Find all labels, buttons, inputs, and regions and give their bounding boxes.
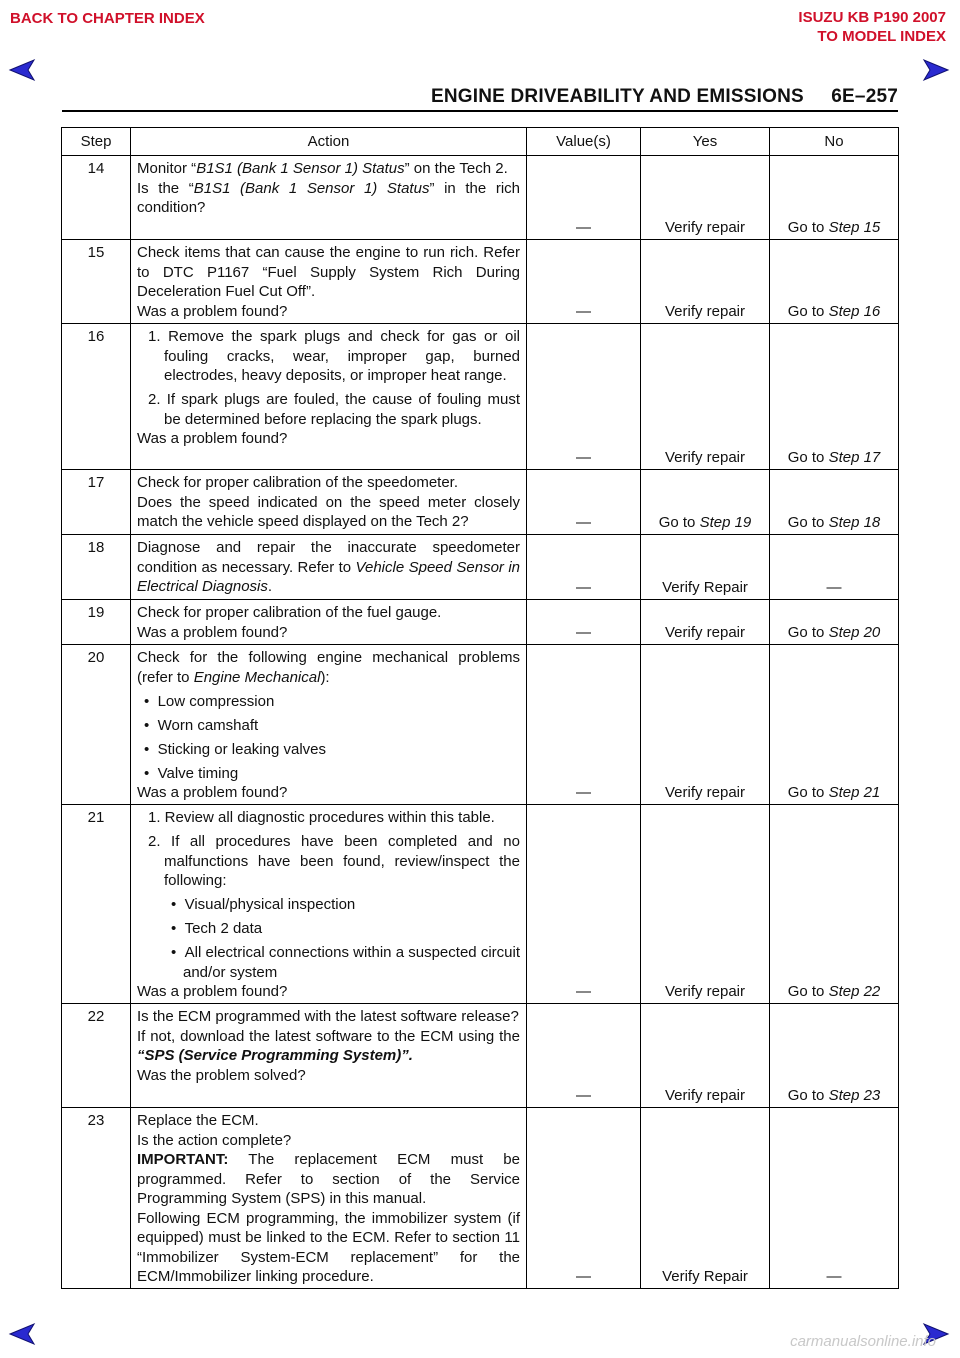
bullet-text: Low compression — [157, 692, 275, 710]
step-number: 20 — [62, 645, 131, 805]
step-link: Step 20 — [828, 623, 881, 641]
step-number: 14 — [62, 156, 131, 240]
column-header-step: Step — [62, 128, 131, 156]
numbered-item: 1. Review all diagnostic procedures within this table. — [148, 809, 495, 826]
go-to-text: Go to — [787, 513, 829, 531]
step-link: Step 21 — [828, 783, 881, 801]
value-cell: — — [527, 805, 641, 1004]
no-cell — [770, 156, 899, 240]
bullet-item: • Visual/physical inspection — [171, 896, 356, 913]
no-cell — [770, 645, 899, 805]
yes-cell: Verify repair — [641, 600, 770, 645]
action-text: If not, download the latest software to the ECM using the — [137, 1027, 520, 1045]
numbered-item: 2. If spark plugs are fouled, the cause of fouling must be determined before replacing the spark plugs. — [148, 391, 520, 428]
action-question: Was a problem found? — [137, 784, 288, 801]
action-text: Diagnose and repair the inaccurate speedometer condition as necessary. Refer to — [137, 539, 520, 576]
action-question: Was a problem found? — [137, 623, 288, 641]
step-link: Step 23 — [828, 1086, 881, 1104]
bullet-text: Valve timing — [157, 764, 239, 782]
bullet-text: Sticking or leaking valves — [157, 740, 327, 758]
page-title: ENGINE DRIVEABILITY AND EMISSIONS 6E–257 — [430, 86, 898, 107]
table-row — [62, 600, 899, 645]
value-cell: — — [527, 324, 641, 470]
value-cell: — — [527, 1004, 641, 1108]
table-header-row — [62, 128, 899, 156]
step-link: Step 17 — [828, 448, 881, 466]
action-italic: Vehicle Speed Sensor in Electrical Diagnosis — [137, 558, 520, 595]
numbered-item: 2. If all procedures have been completed and no malfunctions have been found, review/inspect the following: — [148, 833, 520, 889]
previous-page-arrow-bottom-icon[interactable] — [8, 1322, 38, 1346]
step-number: 17 — [62, 470, 131, 535]
action-italic: B1S1 (Bank 1 Sensor 1) Status — [196, 160, 405, 177]
step-link: Step 19 — [699, 513, 752, 531]
action-text: . — [267, 578, 273, 595]
step-number: 16 — [62, 324, 131, 470]
table-row — [62, 240, 899, 324]
column-header-action: Action — [131, 128, 527, 156]
column-header-values: Value(s) — [527, 128, 641, 156]
action-cell — [131, 600, 527, 645]
no-cell: — — [770, 535, 899, 600]
yes-cell: Verify repair — [641, 645, 770, 805]
bullet-text: Worn camshaft — [157, 716, 259, 734]
bullet-item: • All electrical connections within a suspected circuit and/or system — [171, 944, 520, 981]
step-number: 21 — [62, 805, 131, 1004]
bullet-item: • Tech 2 data — [171, 920, 263, 937]
step-number: 15 — [62, 240, 131, 324]
table-row — [62, 470, 899, 535]
go-to-text: Go to — [787, 623, 829, 641]
yes-cell: Verify Repair — [641, 535, 770, 600]
previous-page-arrow-icon[interactable] — [8, 58, 38, 82]
action-cell — [131, 535, 527, 600]
numbered-item: 1. Remove the spark plugs and check for gas or oil fouling cracks, wear, improper gap, burned electrodes, heavy deposits, or improper heat range. — [148, 328, 520, 384]
go-to-text: Go to — [787, 783, 829, 801]
action-text: Is the ECM programmed with the latest software release? — [137, 1008, 519, 1025]
action-text: Following ECM programming, the immobilizer system (if equipped) must be linked to the ECM. Refer to section 11 “Immobilizer System-ECM replacement” for the ECM/Immobilizer linking procedure. — [137, 1209, 520, 1285]
action-bold-italic: “SPS (Service Programming System)”. — [137, 1047, 413, 1064]
no-cell — [770, 805, 899, 1004]
go-to-text: Go to — [658, 513, 700, 531]
action-text: Is the “ — [137, 179, 194, 197]
yes-cell: Verify repair — [641, 240, 770, 324]
action-cell — [131, 645, 527, 805]
yes-cell: Verify repair — [641, 1004, 770, 1108]
yes-cell — [641, 470, 770, 535]
model-title-link[interactable]: ISUZU KB P190 2007 — [798, 9, 946, 26]
column-header-yes: Yes — [641, 128, 770, 156]
action-text: Check for proper calibration of the fuel gauge. — [137, 604, 442, 621]
bullet-item: • Valve timing — [144, 764, 239, 782]
table-row — [62, 805, 899, 1004]
bullet-item: • Sticking or leaking valves — [144, 740, 327, 758]
column-header-no: No — [770, 128, 899, 156]
value-cell: — — [527, 156, 641, 240]
step-number: 19 — [62, 600, 131, 645]
step-number: 18 — [62, 535, 131, 600]
action-cell — [131, 805, 527, 1004]
action-text: Check for proper calibration of the speedometer. — [137, 474, 459, 491]
bullet-text: All electrical connections within a suspected circuit and/or system — [183, 944, 520, 981]
action-text: Check items that can cause the engine to run rich. Refer to DTC P1167 “Fuel Supply System Rich During Deceleration Fuel Cut Off”. — [137, 244, 520, 300]
bullet-item: • Worn camshaft — [144, 716, 259, 734]
no-cell — [770, 324, 899, 470]
action-cell — [131, 1108, 527, 1289]
value-cell: — — [527, 645, 641, 805]
action-cell — [131, 156, 527, 240]
action-question: Is the action complete? — [137, 1131, 292, 1149]
no-cell — [770, 240, 899, 324]
step-number: 22 — [62, 1004, 131, 1108]
bullet-item: • Low compression — [144, 692, 275, 710]
yes-cell: Verify repair — [641, 156, 770, 240]
action-cell — [131, 470, 527, 535]
no-cell — [770, 600, 899, 645]
go-to-text: Go to — [787, 218, 829, 236]
action-cell — [131, 240, 527, 324]
yes-cell: Verify Repair — [641, 1108, 770, 1289]
action-text: ” in the rich condition? — [137, 179, 520, 216]
action-question: Was a problem found? — [137, 302, 288, 320]
table-row — [62, 324, 899, 470]
page-header — [62, 86, 898, 112]
important-label: IMPORTANT: — [137, 1151, 229, 1168]
diagnostic-table — [61, 127, 899, 1289]
back-to-chapter-index-link[interactable]: BACK TO CHAPTER INDEX — [10, 10, 205, 27]
action-italic: B1S1 (Bank 1 Sensor 1) Status — [193, 179, 430, 197]
action-italic: Engine Mechanical — [193, 668, 321, 686]
action-cell — [131, 324, 527, 470]
bullet-text: Visual/physical inspection — [184, 896, 356, 913]
table-row — [62, 1108, 899, 1289]
table-row — [62, 535, 899, 600]
action-question: Does the speed indicated on the speed meter closely match the vehicle speed displayed on the Tech 2? — [137, 493, 520, 530]
step-link: Step 16 — [828, 302, 881, 320]
table-row — [62, 1004, 899, 1108]
value-cell: — — [527, 600, 641, 645]
step-number: 23 — [62, 1108, 131, 1289]
action-text: Check for the following engine mechanical problems (refer to — [137, 649, 520, 686]
action-text: Replace the ECM. — [137, 1112, 259, 1129]
step-link: Step 18 — [828, 513, 881, 531]
to-model-index-link[interactable]: TO MODEL INDEX — [817, 28, 946, 45]
go-to-text: Go to — [787, 982, 829, 1000]
bullet-text: Tech 2 data — [184, 920, 263, 937]
table-row — [62, 645, 899, 805]
value-cell: — — [527, 470, 641, 535]
no-cell — [770, 1004, 899, 1108]
next-page-arrow-icon[interactable] — [920, 58, 950, 82]
no-cell — [770, 470, 899, 535]
watermark: carmanualsonline.info — [790, 1333, 936, 1350]
action-question: Was a problem found? — [137, 430, 288, 447]
go-to-text: Go to — [787, 448, 829, 466]
action-text: ” on the Tech 2. — [404, 160, 508, 177]
yes-cell: Verify repair — [641, 324, 770, 470]
go-to-text: Go to — [787, 302, 829, 320]
action-text: ): — [320, 668, 330, 686]
action-question: Was a problem found? — [137, 983, 288, 1000]
table-row — [62, 156, 899, 240]
value-cell: — — [527, 535, 641, 600]
action-question: Was the problem solved? — [137, 1066, 306, 1084]
action-text: The replacement ECM must be programmed. Refer to section of the Service Programming System (SPS) in this manual. — [137, 1151, 520, 1207]
step-link: Step 15 — [828, 218, 881, 236]
step-link: Step 22 — [828, 982, 881, 1000]
yes-cell: Verify repair — [641, 805, 770, 1004]
action-text: Monitor “ — [137, 160, 197, 177]
action-cell — [131, 1004, 527, 1108]
value-cell: — — [527, 240, 641, 324]
go-to-text: Go to — [787, 1086, 829, 1104]
value-cell: — — [527, 1108, 641, 1289]
no-cell: — — [770, 1108, 899, 1289]
